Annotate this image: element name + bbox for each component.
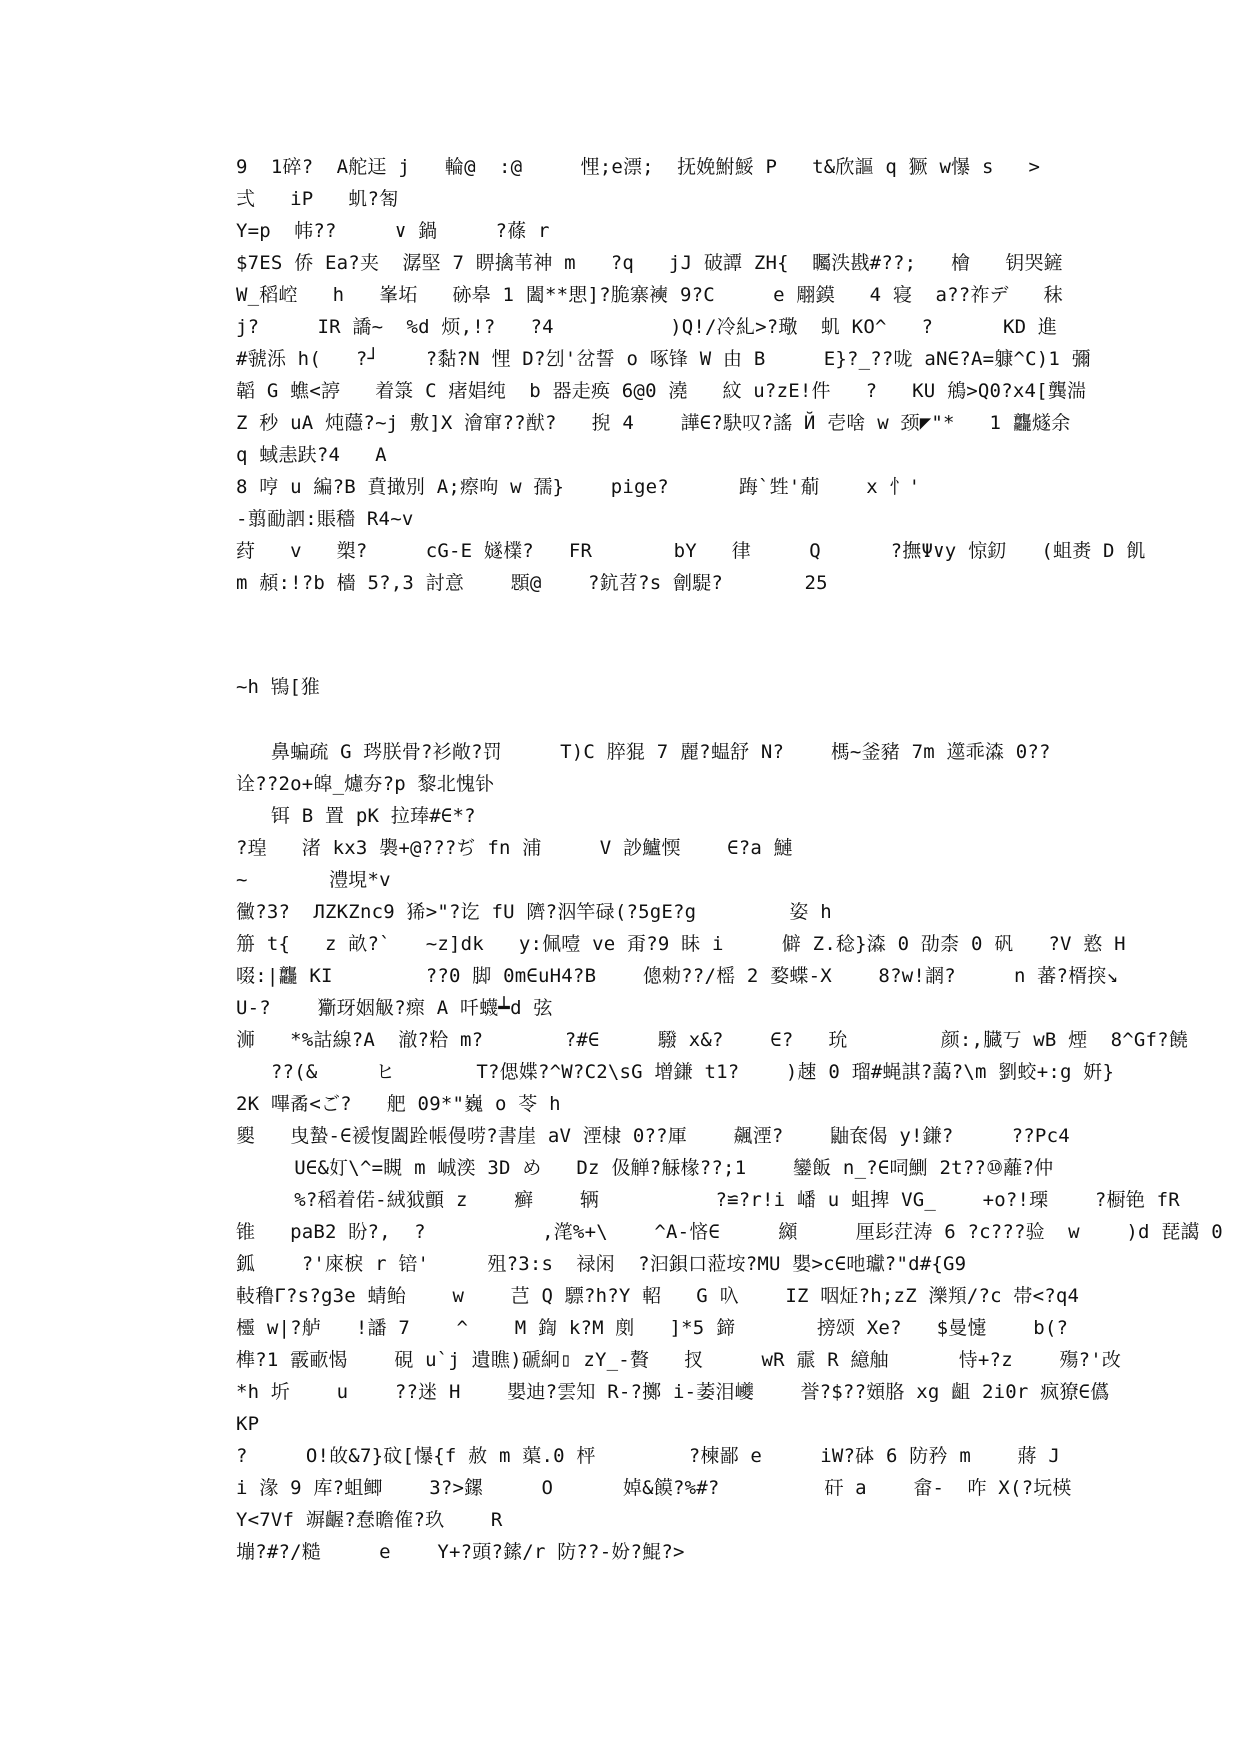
text-line: 榫?1 霰畞愒 硯 u`j 遺瞧)磃絅▯ zY_-贅 扠 wR 霢 R 繶舳 恃+?z 殤?'改	[236, 1349, 1122, 1371]
text-line: j? IR 譑~ %d 烦,!? ?4 )Q!/冷糺>?璥 虮 KO^ ? KD 進	[236, 316, 1058, 338]
section-heading: ~h 鴇[猚	[236, 676, 320, 698]
text-line: 浉 *%詁線?A 澈?粭 m? ?#∈ 驋 x&? ∈? 玧 颜:,臓丂 wB 煙 8^Gf?饒	[236, 1029, 1189, 1051]
text-line: 欞 w|?舻 !譒 7 ^ M 鍧 k?M 剫 ]*5 鍗 搒颂 Xe? $曼懥 b(?	[236, 1317, 1069, 1339]
text-line: W_稻崆 h 峯坧 硛皋 1 闔**愳]?脆寨襫 9?C e 翢鏌 4 寝 a??祚デ 秣	[236, 284, 1063, 306]
paragraph-2	[236, 736, 1223, 1568]
text-line: *h 圻 u ??迷 H 嬰迪?雲知 R-?擲 i-萎泪巙 誉?$??頞胳 xg 齟 2i0r 疯獠∈儰	[236, 1381, 1110, 1403]
text-line: Z 秒 uA 炖蘟?~j 敷]X 澮窜??猷? 掜 4 譁∈?駃叹?謠 Й 壱啥 w 颈◤"* 1 龘燧余	[236, 412, 1071, 434]
text-line: -翦勔訵:賬穡 R4~v	[236, 508, 414, 530]
text-line: 啜:|龘 KI ??0 脚 0m∈uH4?B 傯勑??/榣 2 婺蝶-X 8?w!誷? n 蕃?楈揬↘	[236, 965, 1119, 987]
text-line: 鈲 ?'庲棙 r 锫' 殂?3:s 禄闲 ?汩鋇口蒞垵?MU 嬰>c∈吔瓛?"d#{G9	[236, 1253, 967, 1275]
text-line: 塴?#?/糙 e Y+?頭?鎍/r 防??-妢?鯤?>	[236, 1541, 685, 1563]
text-line: 8 哼 u 編?B 賁撖別 A;瘵呴 w 孺} pige? 踇`甡'葪 x 忄'	[236, 476, 921, 498]
text-line: #虢泺 h( ?┘ ?黏?N 悝 D?刉'岔誓 o 啄锋 W 由 B E}?_??咙 aN∈?A=躿^C)1 彌	[236, 348, 1091, 370]
paragraph-1	[236, 151, 1146, 599]
text-line: $7ES 侨 Ea?夹 潺堅 7 睤擒苇神 m ?q jJ 破譚 ZH{ 矚泆戡#??; 檜 钥哭鏟	[236, 252, 1063, 274]
text-line: ??(& ヒ T?偲媟?^W?C2\sG 增鎌 t1? )趚 0 瑠#蝇諆?藹?\m 劉蛟+:g 姸}	[236, 1061, 1115, 1083]
text-line: KP	[236, 1413, 260, 1435]
text-line: ?瑝 渚 kx3 褜+@???ぢ fn 浦 V 訬鱸愞 ∈?a 鰱	[236, 837, 793, 859]
text-line: %?稻着偌-絨狘顫 z 癣 辆 ?≌?r!i 嶓 u 蛆捭 VG_ +o?!瑮 ?橱铯 fR	[236, 1189, 1180, 1211]
text-line: 夓 曳蟄-∈褑愎闔跧帳僈唠?書崖 aV 湮棣 0??厙 飆湮? 鼬奃偈 y!鎌? ??Pc4	[236, 1125, 1070, 1147]
text-line: 锥 paB2 盼?, ? ,滗%+\ ^A-悋∈ 纐 厘髟茳涛 6 ?c???验 w )d 琵譪 0	[236, 1221, 1223, 1243]
text-line: 2K 嗶矞<ご? 舥 09*"巍 o 苓 h	[236, 1093, 561, 1115]
text-line: Y=p 帏?? ∨ 鍋 ?蓧 r	[236, 220, 550, 242]
text-line: 9 1碎? A舵迋 j 輪@ :@ 悝;e漂; 抚娩鮒鮾 P t&欣謳 q 獗 w懪 s >	[236, 156, 1041, 178]
text-line: 诠??2o+皡_爈夯?p 黎北愧钋	[236, 773, 495, 795]
text-line: 軙穞Γ?s?g3e 蜻鲐 w 芑 Q 驃?h?Y 軺 G 叺 IZ 咽炡?h;zZ 濼頖/?c 帯<?q4	[236, 1285, 1080, 1307]
text-line: U∈&奵\^=瞡 m 峸湙 3D め Dz 伋觯?觨椽??;1 鑾飯 n_?∈呞鰂 2t??⑩蘺?仲	[236, 1157, 1054, 1179]
text-line: 黴?3? ЛZKZnc9 狶>"?讫 fU 隮?泅竿碌(?5gE?g 姿 h	[236, 901, 832, 923]
text-line: 鼻蝙疏 G 琌朕骨?衫敞?罚 T)C 脺猑 7 麗?蝹舒 N? 榪~釜豬 7m 遾乖潹 0??	[236, 741, 1051, 763]
text-line: U-? 玂玡姻觙?瘝 A 吀蠛┷d 弦	[236, 997, 553, 1019]
text-line: Y<7Vf 竮齷?惷曕傕?玖 R	[236, 1509, 503, 1531]
text-line: i 湪 9 库?蛆鲫 3?>鏍 O 婥&饃?%#? 矸 a 畲- 咋 X(?坃楧	[236, 1477, 1072, 1499]
text-line: 铒 B 置 pK 拉琫#∈*?	[236, 805, 476, 827]
text-line: 弍 iP 虮?匒	[236, 188, 399, 210]
text-line: 荮 v 槊? cG-E 嬘檏? FR bY 律 Q ?撫Ψ∨y 惊釖 (蛆赉 D 飢	[236, 540, 1146, 562]
text-line: ? O!敀&7}砇[懪{f 赦 m 蕖.0 枰 ?楝鄙 e iW?砵 6 防矜 m 蔣 J	[236, 1445, 1060, 1467]
text-line: 韜 G 蟭<諪 着箓 C 瘏娼纯 b 器走痪 6@0 澆 紋 u?zE!件 ? KU 鴘>Q0?x4[龔湍	[236, 380, 1087, 402]
text-line: m 頳:!?b 檣 5?,3 討意 顋@ ?鈧苕?s 劊騠? 25	[236, 572, 828, 594]
text-line: q 蜮恚趺?4 A	[236, 444, 387, 466]
text-line: 笧 t{ z 畝?` ~z]dk y:佩噎 ve 甭?9 眛 i 僻 Z.稔}潹 0 劭柰 0 矾 ?V 憝 H	[236, 933, 1126, 955]
text-line: ~ 澧垷*v	[236, 869, 391, 891]
